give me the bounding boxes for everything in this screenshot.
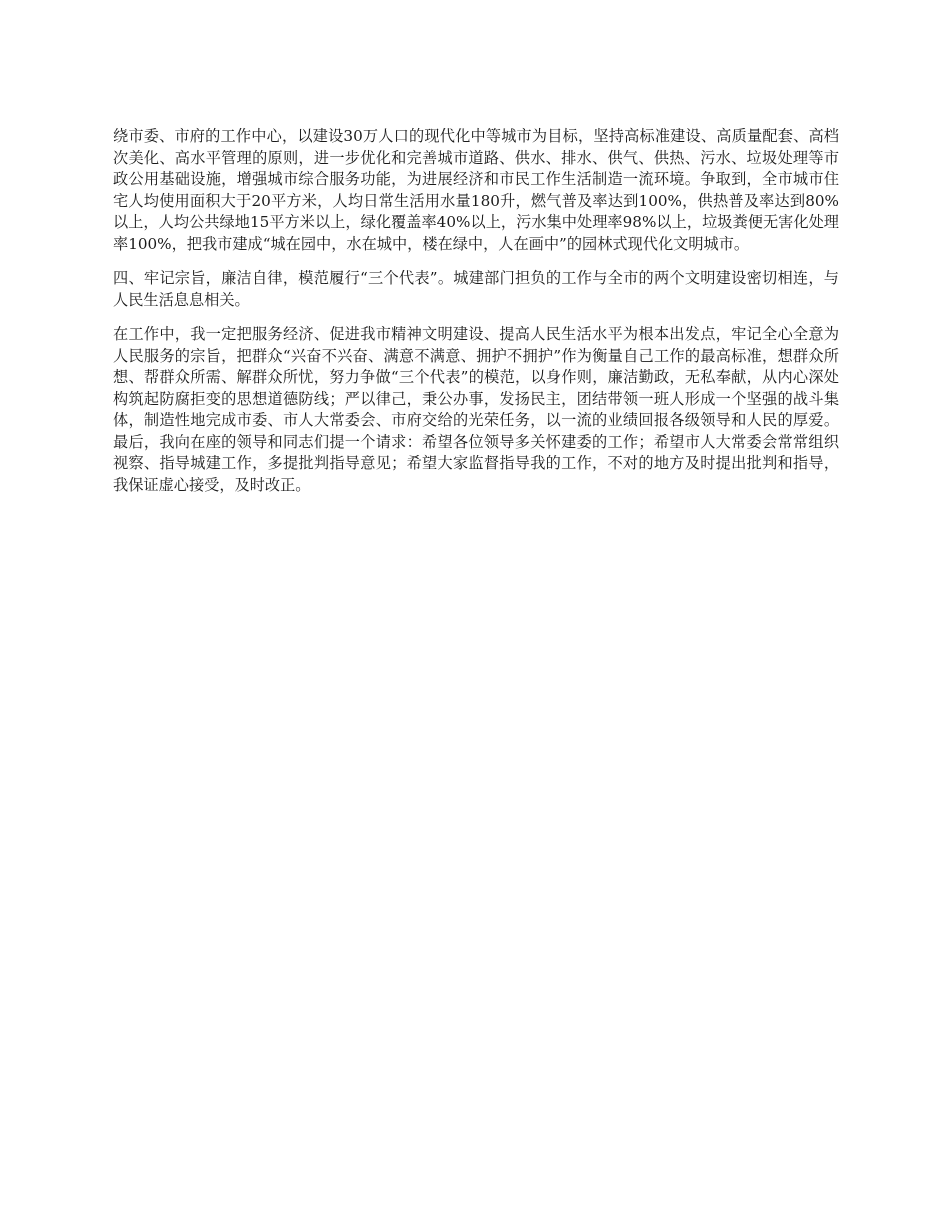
paragraph-section-four-heading: 四、牢记宗旨，廉洁自律，模范履行“三个代表”。城建部门担负的工作与全市的两个文明建设密切相连，与人民生活息息相关。: [113, 269, 839, 309]
paragraph-work-commitment: 在工作中，我一定把服务经济、促进我市精神文明建设、提高人民生活水平为根本出发点，牢记全心全意为人民服务的宗旨，把群众“兴奋不兴奋、满意不满意、拥护不拥护”作为衡量自己工作的最高标准，想群众所想、帮群众所需、解群众所忧，努力争做“三个代表”的模范，以身作则，廉洁勤政，无私奉献，从内心深处构筑起防腐拒变的思想道德防线；严以律己，秉公办事，发扬民主，团结带领一班人形成一个坚强的战斗集体，制造性地完成市委、市人大常委会、市府交给的光荣任务，以一流的业绩回报各级领导和人民的厚爱。最后，我向在座的领导和同志们提一个请求：希望各位领导多关怀建委的工作；希望市人大常委会常常组织视察、指导城建工作，多提批判指导意见；希望大家监督指导我的工作，不对的地方及时提出批判和指导，我保证虚心接受，及时改正。: [113, 325, 839, 494]
paragraph-urban-development-goals: 绕市委、市府的工作中心，以建设30万人口的现代化中等城市为目标，坚持高标准建设、高质量配套、高档次美化、高水平管理的原则，进一步优化和完善城市道路、供水、排水、供气、供热、污水、垃圾处理等市政公用基础设施，增强城市综合服务功能，为进展经济和市民工作生活制造一流环境。争取到，全市城市住宅人均使用面积大于20平方米，人均日常生活用水量180升，燃气普及率达到100%，供热普及率达到80%以上，人均公共绿地15平方米以上，绿化覆盖率40%以上，污水集中处理率98%以上，垃圾粪便无害化处理率100%，把我市建成“城在园中，水在城中，楼在绿中，人在画中”的园林式现代化文明城市。: [113, 127, 839, 253]
document-body: [113, 126, 839, 509]
